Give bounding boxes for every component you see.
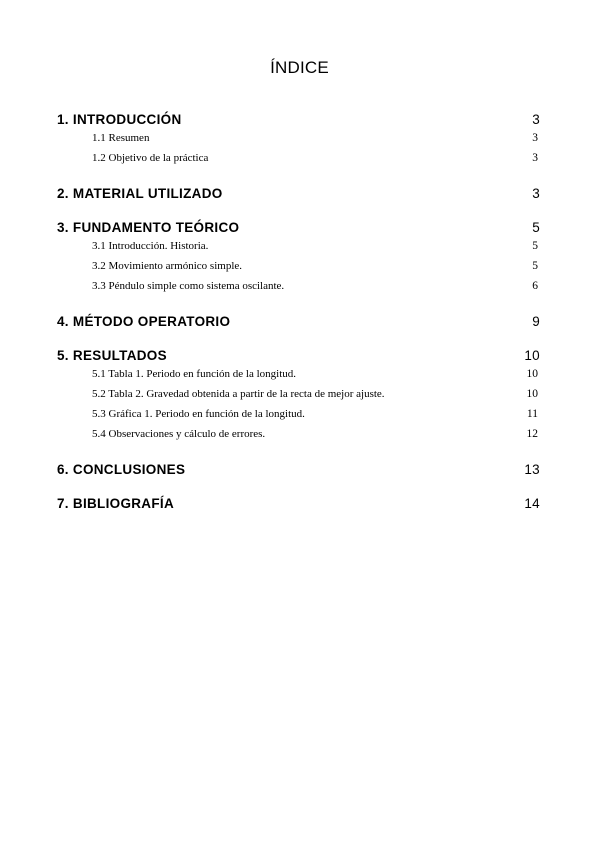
toc-subentry-page: 5 — [532, 260, 538, 272]
toc-entry-label: 7. BIBLIOGRAFÍA — [57, 496, 175, 511]
toc-entry-page: 9 — [532, 314, 540, 329]
toc-subentry-page: 5 — [532, 240, 538, 252]
toc-section-7 — [57, 496, 540, 516]
toc-entry-label: 6. CONCLUSIONES — [57, 462, 186, 477]
toc-subentry — [57, 408, 540, 428]
toc-entry-label: 1. INTRODUCCIÓN — [57, 112, 182, 127]
toc-subentry — [57, 388, 540, 408]
toc-subentry-label: 5.3 Gráfica 1. Periodo en función de la longitud. — [92, 408, 305, 420]
toc-entry — [57, 112, 540, 132]
toc-subentry-page: 10 — [526, 368, 538, 380]
toc-entry — [57, 348, 540, 368]
toc-entry-page: 5 — [532, 220, 540, 235]
toc-subentry — [57, 428, 540, 448]
toc-entry-page: 14 — [524, 496, 540, 511]
toc-entry-label: 2. MATERIAL UTILIZADO — [57, 186, 223, 201]
toc-subentry-page: 3 — [532, 152, 538, 164]
toc-subentry-label: 3.1 Introducción. Historia. — [92, 240, 209, 252]
page-title: ÍNDICE — [270, 58, 329, 77]
toc-subentry-page: 10 — [526, 388, 538, 400]
toc-entry-label: 3. FUNDAMENTO TEÓRICO — [57, 220, 240, 235]
toc-subentry-label: 5.4 Observaciones y cálculo de errores. — [92, 428, 266, 440]
toc-entry-page: 3 — [532, 112, 540, 127]
toc-section-4 — [57, 314, 540, 348]
toc-subentry-label: 1.2 Objetivo de la práctica — [92, 152, 209, 164]
toc-subentry-label: 3.3 Péndulo simple como sistema oscilante. — [92, 280, 285, 292]
toc-entry-page: 13 — [524, 462, 540, 477]
toc-subentry — [57, 152, 540, 172]
table-of-contents — [57, 112, 540, 516]
toc-entry-page: 10 — [524, 348, 540, 363]
toc-subentry-label: 5.1 Tabla 1. Periodo en función de la longitud. — [92, 368, 297, 380]
toc-subentry — [57, 132, 540, 152]
toc-entry — [57, 462, 540, 482]
toc-subentry-label: 3.2 Movimiento armónico simple. — [92, 260, 243, 272]
toc-subentry — [57, 280, 540, 300]
toc-section-3 — [57, 220, 540, 314]
toc-subentry-page: 11 — [526, 408, 538, 420]
toc-entry-label: 5. RESULTADOS — [57, 348, 167, 363]
toc-section-1 — [57, 112, 540, 186]
toc-entry-page: 3 — [532, 186, 540, 201]
toc-subentry-label: 5.2 Tabla 2. Gravedad obtenida a partir de la recta de mejor ajuste. — [92, 388, 385, 400]
toc-subentry — [57, 260, 540, 280]
toc-entry-label: 4. MÉTODO OPERATORIO — [57, 314, 231, 329]
toc-subentry — [57, 368, 540, 388]
toc-entry — [57, 220, 540, 240]
toc-subentry-page: 6 — [532, 280, 538, 292]
toc-entry — [57, 496, 540, 516]
toc-section-5 — [57, 348, 540, 462]
toc-entry — [57, 314, 540, 334]
toc-subentry — [57, 240, 540, 260]
toc-section-6 — [57, 462, 540, 496]
toc-subentry-page: 3 — [532, 132, 538, 144]
toc-subentry-label: 1.1 Resumen — [92, 132, 150, 144]
toc-entry — [57, 186, 540, 206]
toc-section-2 — [57, 186, 540, 220]
toc-subentry-page: 12 — [526, 428, 538, 440]
